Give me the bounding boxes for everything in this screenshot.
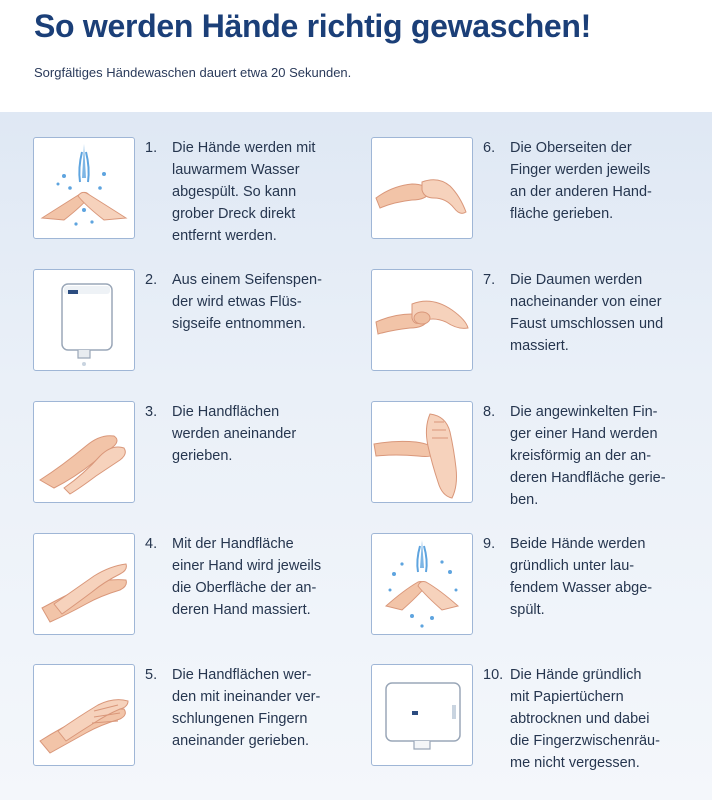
step-text: Die Oberseiten der Finger werden jeweils an der anderen Hand- fläche gerieben. [510, 140, 652, 222]
page-subtitle: Sorgfältiges Händewaschen dauert etwa 20 Sekunden. [34, 65, 352, 80]
step-text: Die angewinkelten Fin- ger einer Hand werden kreisförmig an der an- deren Handfläche gerie- ben. [510, 404, 666, 508]
hands-rinse-icon [34, 138, 134, 238]
step-number: 3. [145, 404, 158, 420]
step-number: 5. [145, 667, 158, 683]
step-10-thumbnail [371, 664, 473, 766]
step-7-thumbnail [371, 269, 473, 371]
finger-backs-icon [372, 138, 472, 238]
header [0, 0, 712, 112]
step-8-thumbnail [371, 401, 473, 503]
step-text: Aus einem Seifenspen- der wird etwas Flüs- sigseife entnommen. [172, 272, 322, 332]
step-text: Die Handflächen werden aneinander gerieben. [172, 404, 297, 464]
step-number: 1. [145, 140, 158, 156]
step-text: Die Handflächen wer- den mit ineinander ver- schlungenen Fingern aneinander gerieben. [172, 667, 321, 749]
step-text: Die Hände werden mit lauwarmem Wasser abgespült. So kann grober Dreck direkt entfernt werden. [172, 140, 316, 244]
step-5-thumbnail [33, 664, 135, 766]
step-text: Die Daumen werden nacheinander von einer Faust umschlossen und massiert. [510, 272, 664, 354]
fingertips-rub-icon [372, 402, 472, 502]
step-number: 6. [483, 140, 496, 156]
back-of-hand-icon [34, 534, 134, 634]
step-number: 8. [483, 404, 496, 420]
paper-towel-dispenser-icon [372, 665, 472, 765]
step-number: 4. [145, 536, 158, 552]
step-text: Die Hände gründlich mit Papiertüchern abtrocknen und dabei die Fingerzwischenräu- me nicht vergessen. [510, 667, 660, 771]
interlaced-fingers-icon [34, 665, 134, 765]
step-6-thumbnail [371, 137, 473, 239]
step-number: 10. [483, 667, 504, 683]
step-9-thumbnail [371, 533, 473, 635]
step-text: Beide Hände werden gründlich unter lau- fendem Wasser abge- spült. [510, 536, 653, 618]
step-2-thumbnail [33, 269, 135, 371]
step-3-thumbnail [33, 401, 135, 503]
step-number: 9. [483, 536, 496, 552]
steps-panel [0, 112, 712, 800]
step-text: Mit der Handfläche einer Hand wird jeweils die Oberfläche der an- deren Hand massiert. [172, 536, 322, 618]
hands-rinse-icon [372, 534, 472, 634]
thumb-rub-icon [372, 270, 472, 370]
step-4-thumbnail [33, 533, 135, 635]
page-title: So werden Hände richtig gewaschen! [34, 8, 592, 44]
palms-rub-icon [34, 402, 134, 502]
soap-dispenser-icon [34, 270, 134, 370]
step-number: 2. [145, 272, 158, 288]
step-number: 7. [483, 272, 496, 288]
step-1-thumbnail [33, 137, 135, 239]
